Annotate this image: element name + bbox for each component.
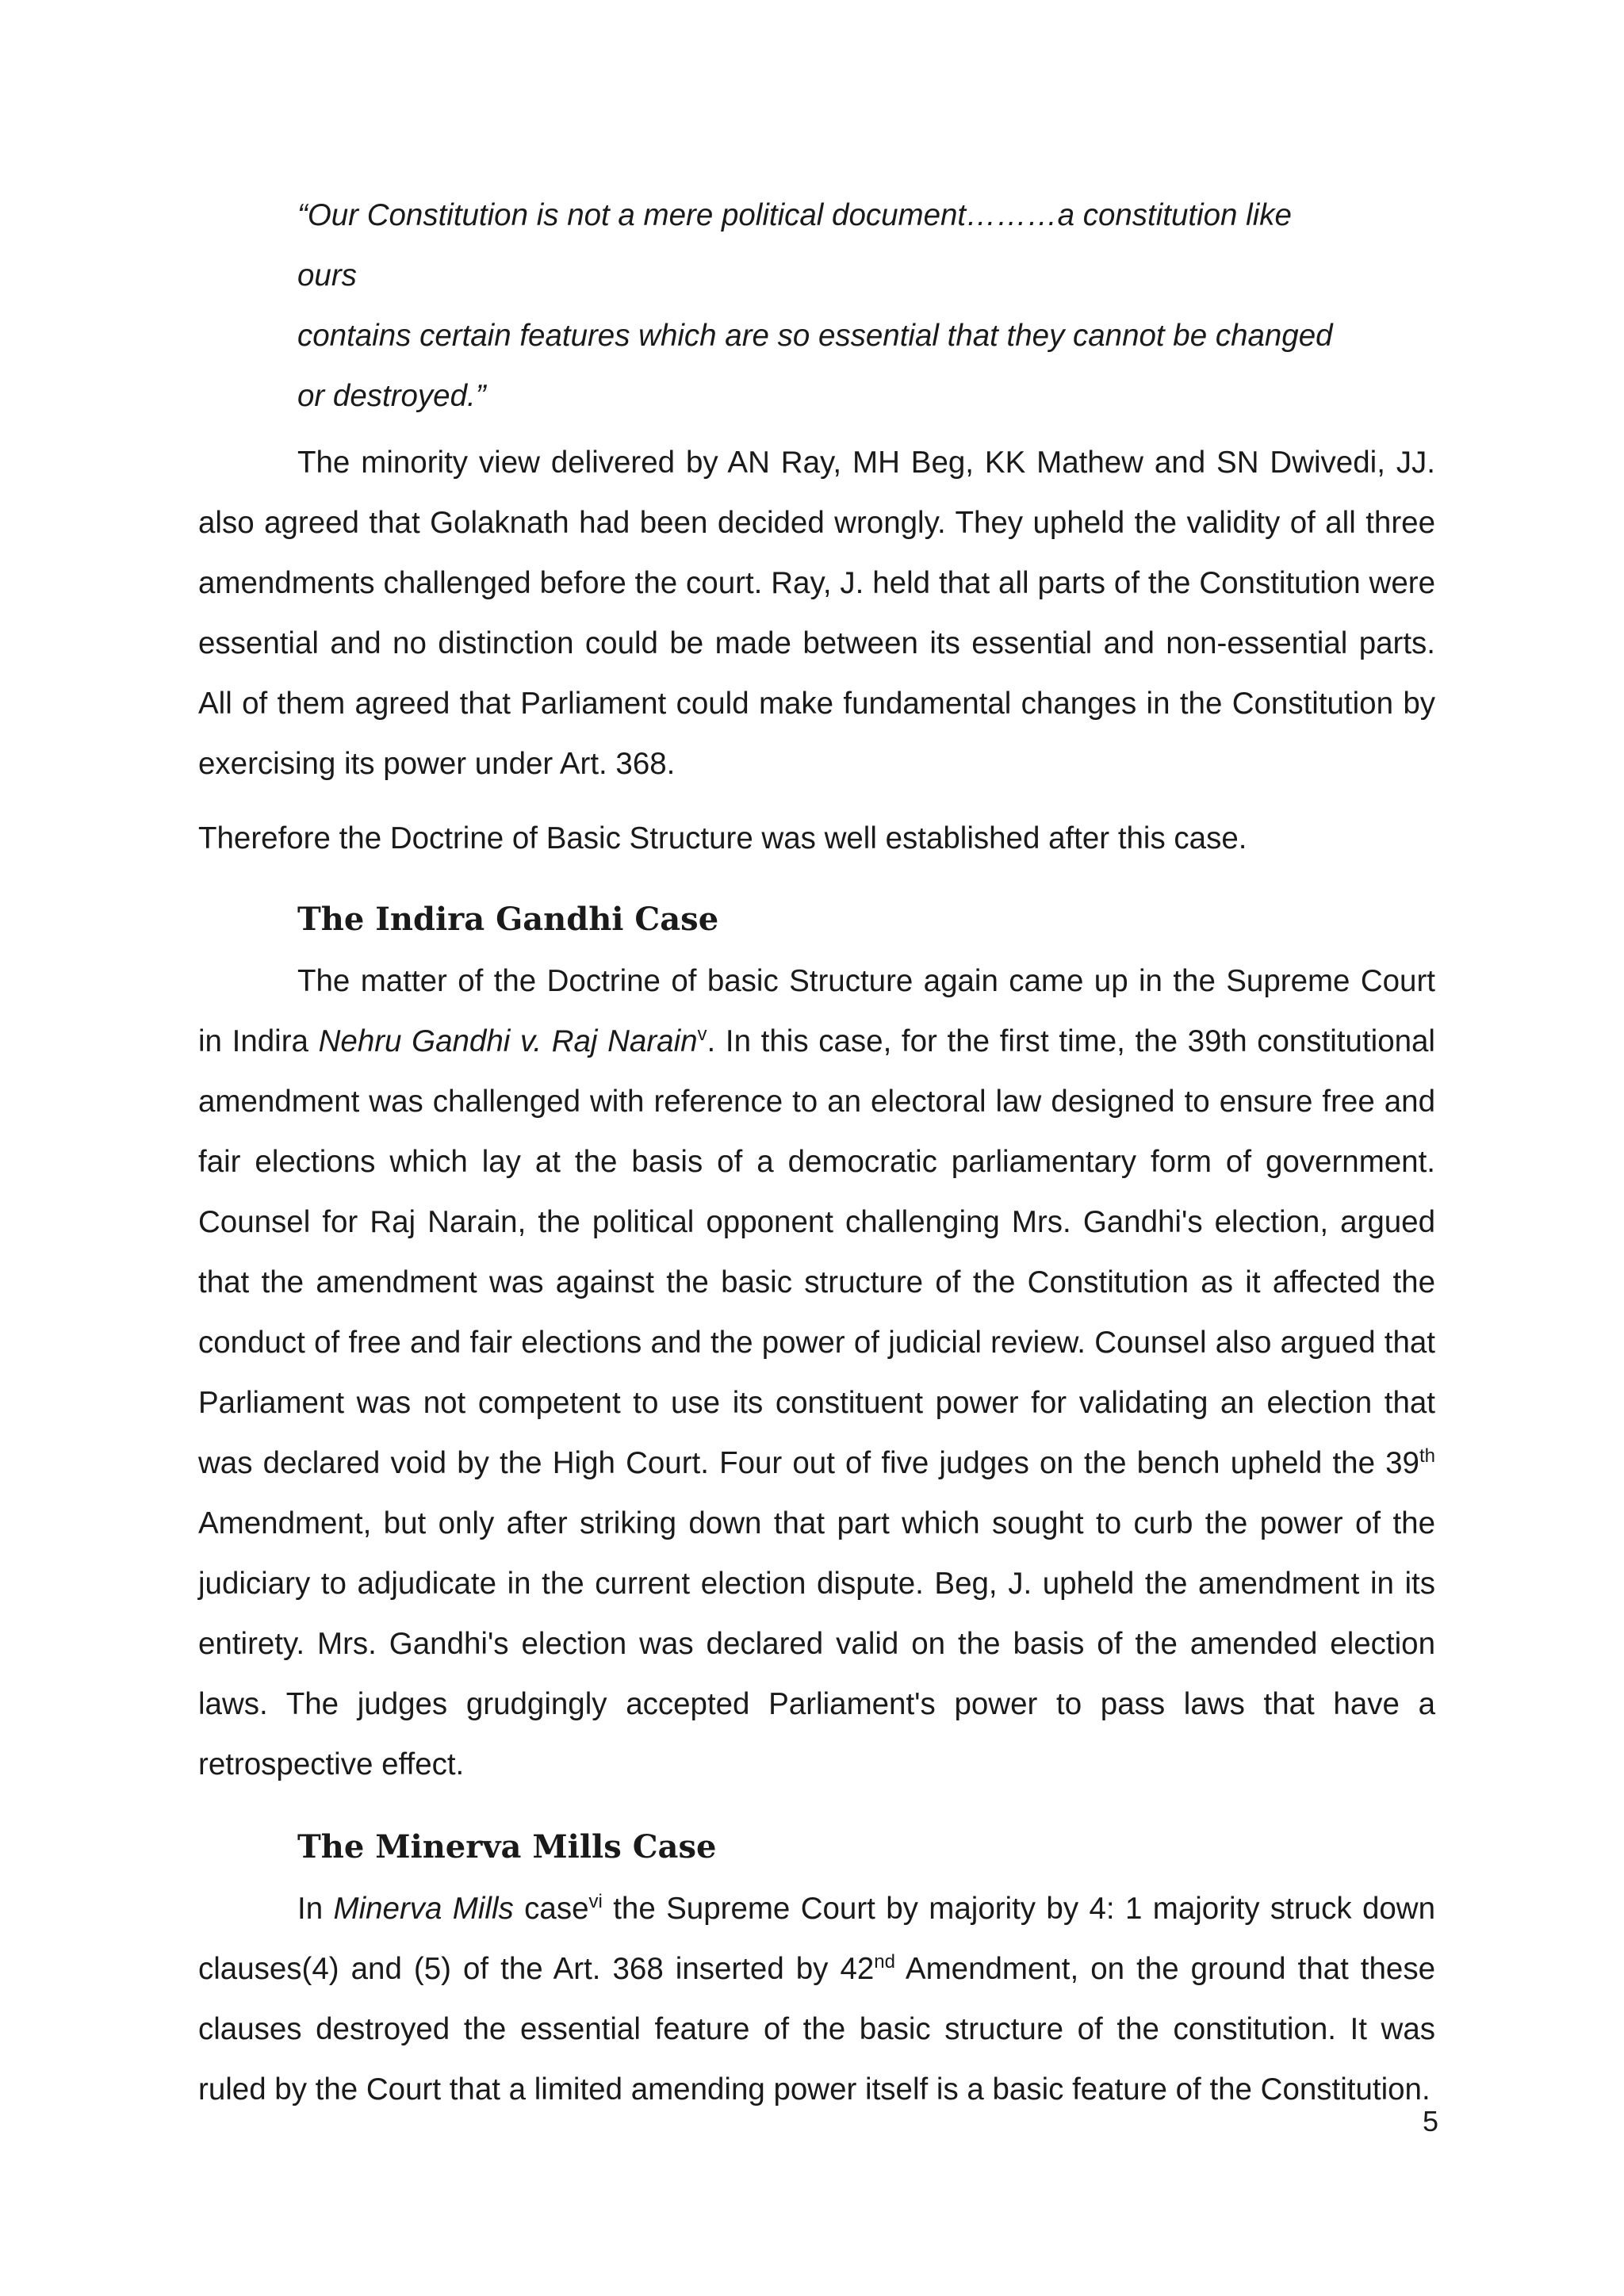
case-name: Nehru Gandhi v. Raj Narain [318,1024,698,1058]
case-name: Minerva Mills [333,1892,514,1926]
block-quote [297,186,1336,427]
paragraph-text: . In this case, for the first time, the 39th constitutional amendment was challenged with reference to an electoral law designed to ensure free and fair elections which lay at the basis of a democratic parliamentary form of government. Counsel for Raj Narain, the political opponent challenging Mrs. Gandhi's election, argued that the amendment was against the basic structure of the Constitution as it affected the conduct of free and fair elections and the power of judicial review. Counsel also argued that Parliament was not competent to use its constituent power for validating an election that was declared void by the High Court. Four out of five judges on the bench upheld the 39 [198,1024,1435,1480]
page-content [198,174,1435,2120]
ordinal-suffix: nd [874,1951,895,1973]
paragraph-text: Amendment, but only after striking down that part which sought to curb the power of the judiciary to adjudicate in the current election dispute. Beg, J. upheld the amendment in its entirety. Mrs. Gandhi's election was declared valid on the basis of the amended election laws. The judges grudgingly accepted Parliament's power to pass laws that have a retrospective effect. [198,1506,1435,1781]
paragraph-text: The matter of the Doctrine of basic Structure again came up in the Supreme Court in Indira [198,964,1435,1058]
page-number: 5 [1423,2105,1439,2137]
indira-gandhi-paragraph [198,951,1435,1795]
footnote-marker: vi [588,1891,603,1913]
footnote-marker: v [697,1024,707,1046]
minerva-mills-paragraph [198,1879,1435,2120]
ordinal-suffix: th [1419,1445,1435,1468]
section-heading-minerva-mills: The Minerva Mills Case [297,1828,717,1866]
paragraph-text: case [513,1892,589,1926]
paragraph-text: In [297,1892,334,1926]
section-heading-indira-gandhi: The Indira Gandhi Case [297,901,719,938]
conclusion-paragraph: Therefore the Doctrine of Basic Structure was well established after this case. [198,821,1247,855]
quote-line: “Our Constitution is not a mere political document………a constitution like ours [297,198,1292,293]
paragraph-text: Amendment, on the ground that these clauses destroyed the essential feature of the basic structure of the constitution. It was ruled by the Court that a limited amending power itself is a basic feature of the Constitution. [198,1952,1435,2107]
paragraph-text: the Supreme Court by majority by 4: 1 majority struck down clauses(4) and (5) of the Art. 368 inserted by 42 [198,1892,1435,1986]
quote-line: or destroyed.” [297,379,486,413]
minority-view-paragraph: The minority view delivered by AN Ray, MH Beg, KK Mathew and SN Dwivedi, JJ. also agreed that Golaknath had been decided wrongly. They upheld the validity of all three amendments challenged before the court. Ray, J. held that all parts of the Constitution were essential and no distinction could be made between its essential and non-essential parts. All of them agreed that Parliament could make fundamental changes in the Constitution by exercising its power under Art. 368. [198,446,1435,781]
quote-line: contains certain features which are so essential that they cannot be changed [297,319,1333,353]
